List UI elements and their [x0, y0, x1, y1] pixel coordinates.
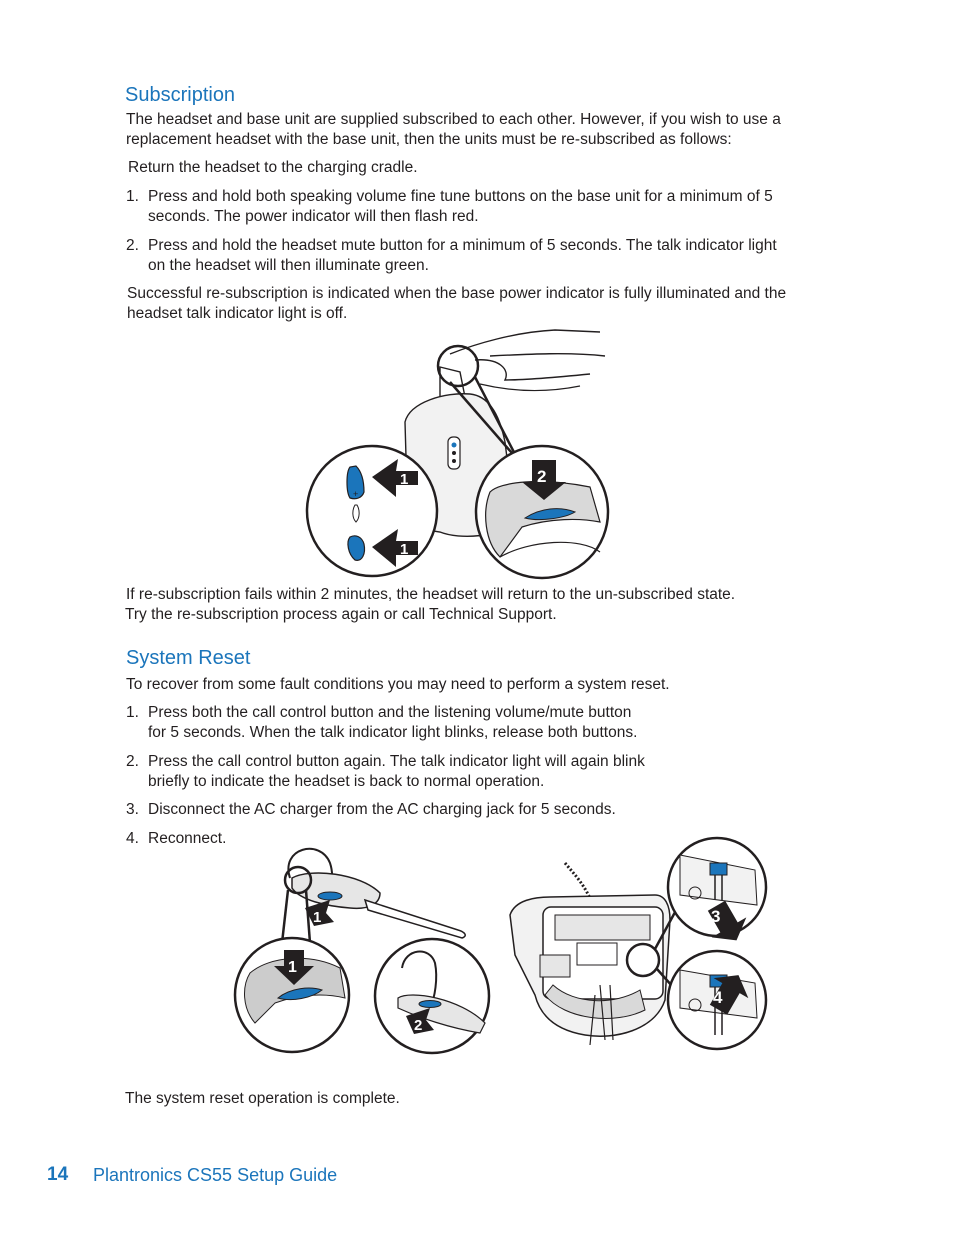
subscription-intro-line2: replacement headset with the base unit, then the units must be re-subscribed as follows: [126, 131, 732, 148]
callout-1-bottom: 1 [400, 541, 409, 558]
page-number: 14 [47, 1164, 69, 1185]
step-number: 3. [126, 801, 139, 818]
system-reset-complete: The system reset operation is complete. [125, 1090, 400, 1107]
reset-step-2 [126, 752, 726, 792]
system-reset-heading: System Reset [126, 647, 251, 669]
subscription-illustration [300, 322, 620, 584]
step-line2: on the headset will then illuminate green. [148, 257, 429, 274]
step-line1: Reconnect. [148, 830, 227, 847]
step-number: 1. [126, 188, 139, 205]
step-line1: Press both the call control button and the listening volume/mute button [148, 704, 632, 721]
svg-text:+: + [353, 489, 359, 499]
callout-1-headset: 1 [313, 909, 322, 926]
step-line1: Press and hold both speaking volume fine tune buttons on the base unit for a minimum of 5 [148, 188, 773, 205]
callout-1-zoom: 1 [288, 959, 297, 976]
callout-4: 4 [713, 988, 723, 1007]
step-number: 4. [126, 830, 139, 847]
subscription-intro-line1: The headset and base unit are supplied subscribed to each other. However, if you wish to use a [126, 111, 781, 128]
step-line1: Press the call control button again. The talk indicator light will again blink [148, 753, 645, 770]
zoom-circle-base-buttons [307, 446, 437, 576]
reset-headset-illustration [230, 838, 500, 1058]
subscription-success-line1: Successful re-subscription is indicated when the base power indicator is fully illuminated and the [127, 285, 787, 302]
step-number: 2. [126, 753, 139, 770]
subscription-step-2 [126, 236, 846, 276]
subscription-fail-line2: Try the re-subscription process again or call Technical Support. [125, 606, 557, 623]
callout-2: 2 [537, 467, 547, 486]
reset-step-1 [126, 703, 726, 743]
step-number: 2. [126, 237, 139, 254]
reset-base-illustration [505, 835, 775, 1055]
step-number: 1. [126, 704, 139, 721]
guide-title: Plantronics CS55 Setup Guide [93, 1165, 338, 1185]
callout-3: 3 [711, 907, 721, 926]
subscription-heading: Subscription [125, 84, 236, 106]
step-line2: for 5 seconds. When the talk indicator light blinks, release both buttons. [148, 724, 638, 741]
subscription-step-1 [126, 187, 846, 227]
callout-1-top: 1 [400, 471, 409, 488]
step-line1: Disconnect the AC charger from the AC charging jack for 5 seconds. [148, 801, 616, 818]
subscription-fail-line1: If re-subscription fails within 2 minutes, the headset will return to the un-subscribed state. [126, 586, 736, 603]
reset-step-3 [126, 800, 726, 820]
call-control-button [318, 892, 342, 900]
system-reset-intro: To recover from some fault conditions you may need to perform a system reset. [126, 676, 670, 693]
step-line1: Press and hold the headset mute button for a minimum of 5 seconds. The talk indicator light [148, 237, 777, 254]
step-line2: briefly to indicate the headset is back to normal operation. [148, 773, 545, 790]
subscription-success-line2: headset talk indicator light is off. [127, 305, 348, 322]
callout-2-headset: 2 [414, 1017, 423, 1034]
step-line2: seconds. The power indicator will then flash red. [148, 208, 479, 225]
subscription-return-line: Return the headset to the charging cradle. [128, 159, 418, 176]
